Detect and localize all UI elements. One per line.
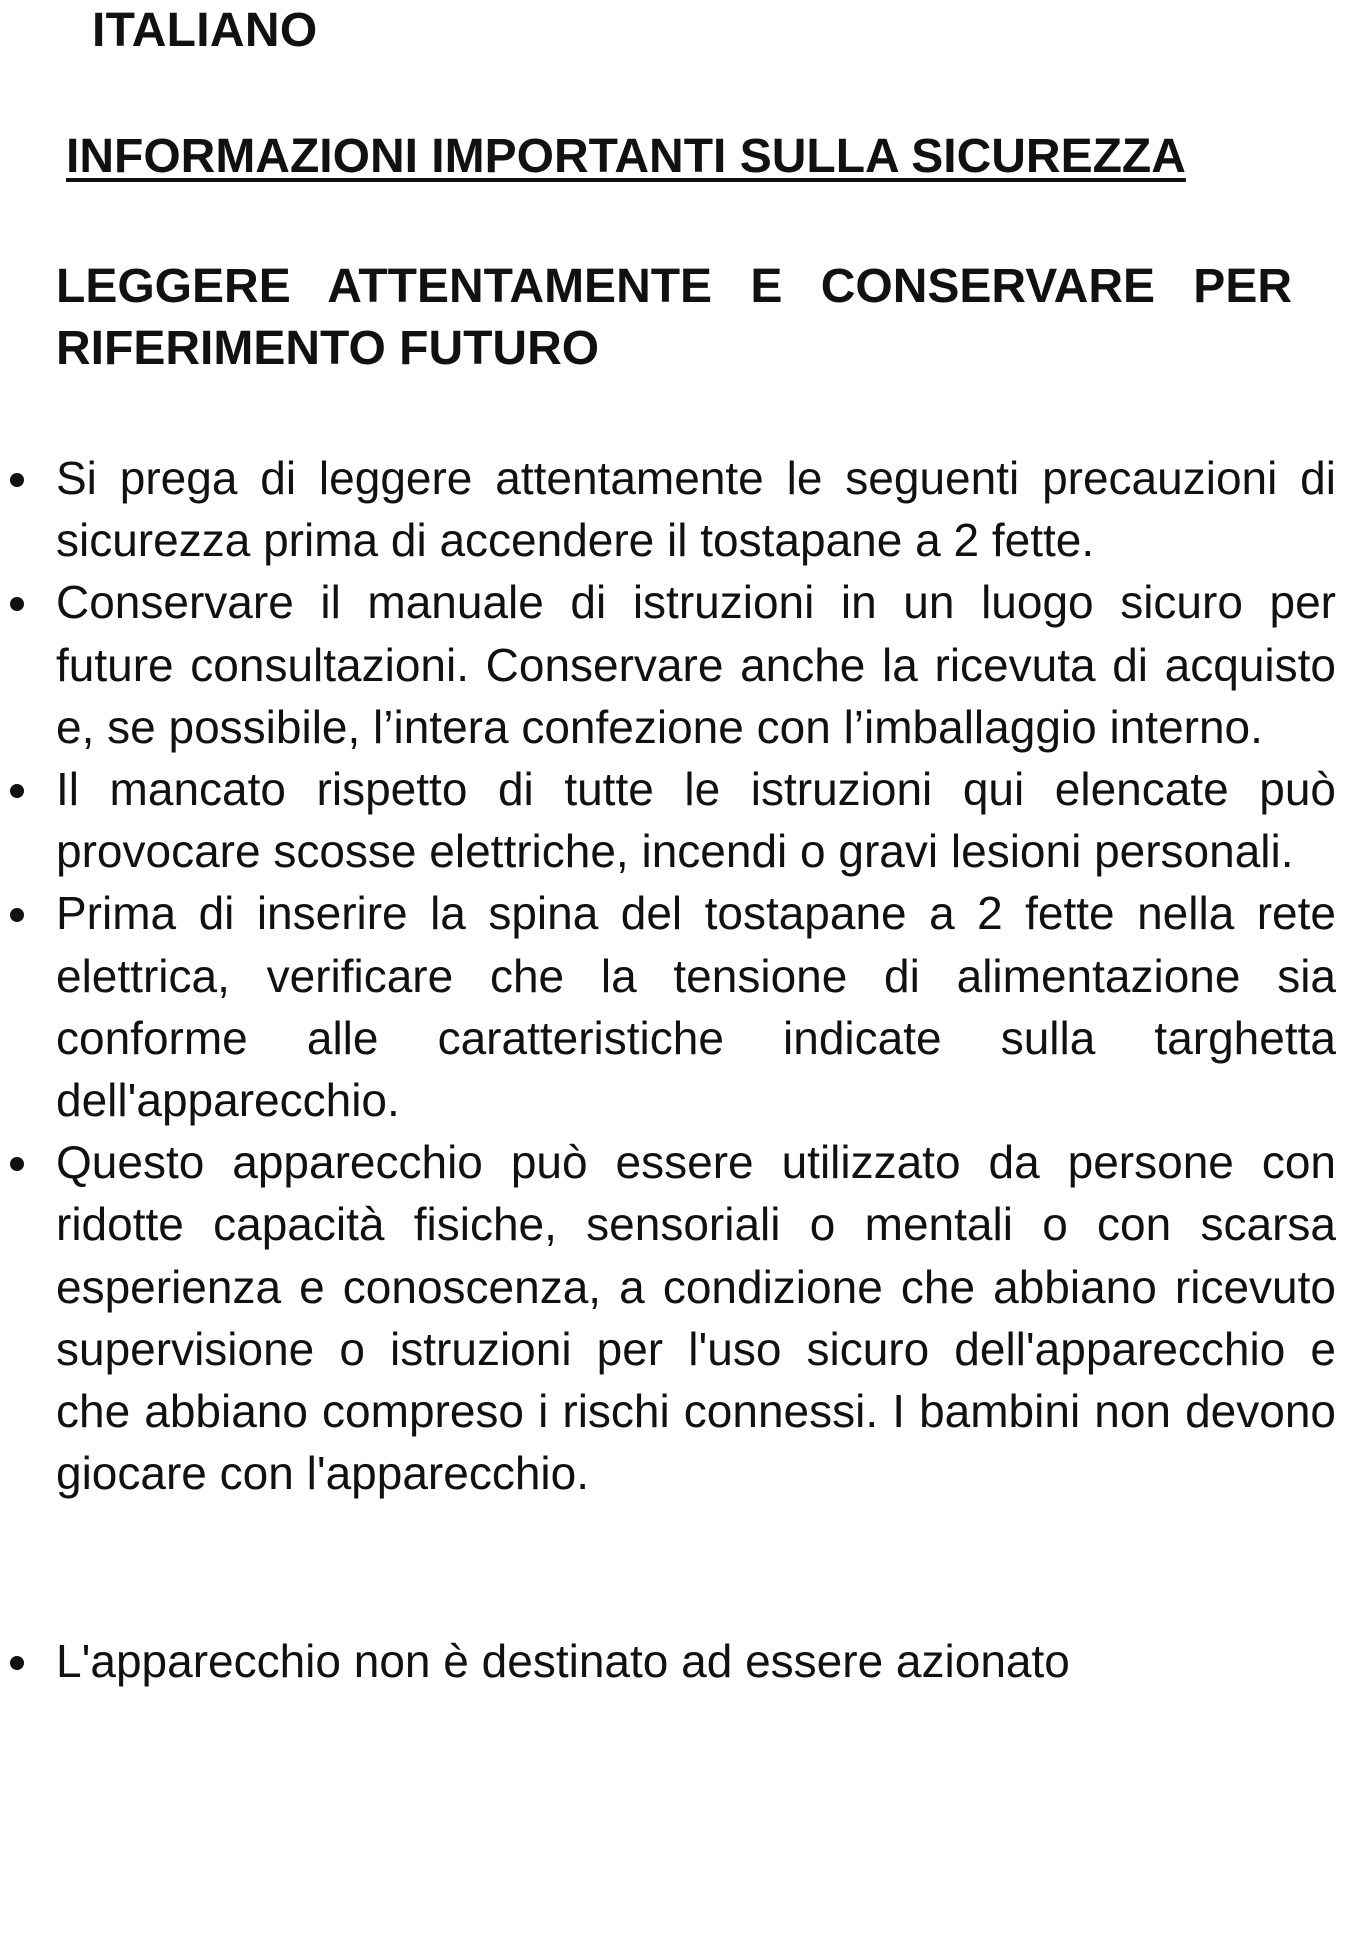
bullet-icon xyxy=(10,473,24,487)
list-item-text: Prima di inserire la spina del tostapane a 2 fette nella rete elettrica, verificare che la tensione di alimentazione sia conforme alle caratteristiche indicate sulla targhetta dell'apparecchio. xyxy=(56,887,1336,1127)
list-item xyxy=(0,571,1336,758)
list-item xyxy=(0,758,1336,882)
list-item xyxy=(0,1630,1336,1692)
bullet-icon xyxy=(10,597,24,611)
list-item xyxy=(0,882,1336,1131)
bullet-icon xyxy=(10,1157,24,1171)
instruction-line-2: RIFERIMENTO FUTURO xyxy=(56,322,600,375)
list-item-text: Il mancato rispetto di tutte le istruzioni qui elencate può provocare scosse elettriche, incendi o gravi lesioni personali. xyxy=(56,763,1336,878)
list-item xyxy=(0,1131,1336,1504)
bullet-icon xyxy=(10,1656,24,1670)
list-item-text: Questo apparecchio può essere utilizzato da persone con ridotte capacità fisiche, sensoriali o mentali o con scarsa esperienza e conoscenza, a condizione che abbiano ricevuto supervisione o istruzioni per l'uso sicuro dell'apparecchio e che abbiano compreso i rischi connessi. I bambini non devono giocare con l'apparecchio. xyxy=(56,1136,1336,1500)
bullet-icon xyxy=(10,784,24,798)
language-heading: ITALIANO xyxy=(92,4,318,57)
list-item-text: Si prega di leggere attentamente le seguenti precauzioni di sicurezza prima di accendere il tostapane a 2 fette. xyxy=(56,452,1336,567)
section-title: INFORMAZIONI IMPORTANTI SULLA SICUREZZA xyxy=(66,130,1186,183)
list-item xyxy=(0,447,1336,571)
list-item-text: L'apparecchio non è destinato ad essere azionato xyxy=(56,1635,1070,1688)
safety-precautions-list xyxy=(0,447,1348,1693)
read-and-keep-instruction xyxy=(56,256,1292,380)
list-item-text: Conservare il manuale di istruzioni in un luogo sicuro per future consultazioni. Conservare anche la ricevuta di acquisto e, se possibile, l’intera confezione con l’imballaggio interno. xyxy=(56,576,1336,753)
instruction-line-1: LEGGERE ATTENTAMENTE E CONSERVARE PER xyxy=(56,260,1292,313)
bullet-icon xyxy=(10,908,24,922)
